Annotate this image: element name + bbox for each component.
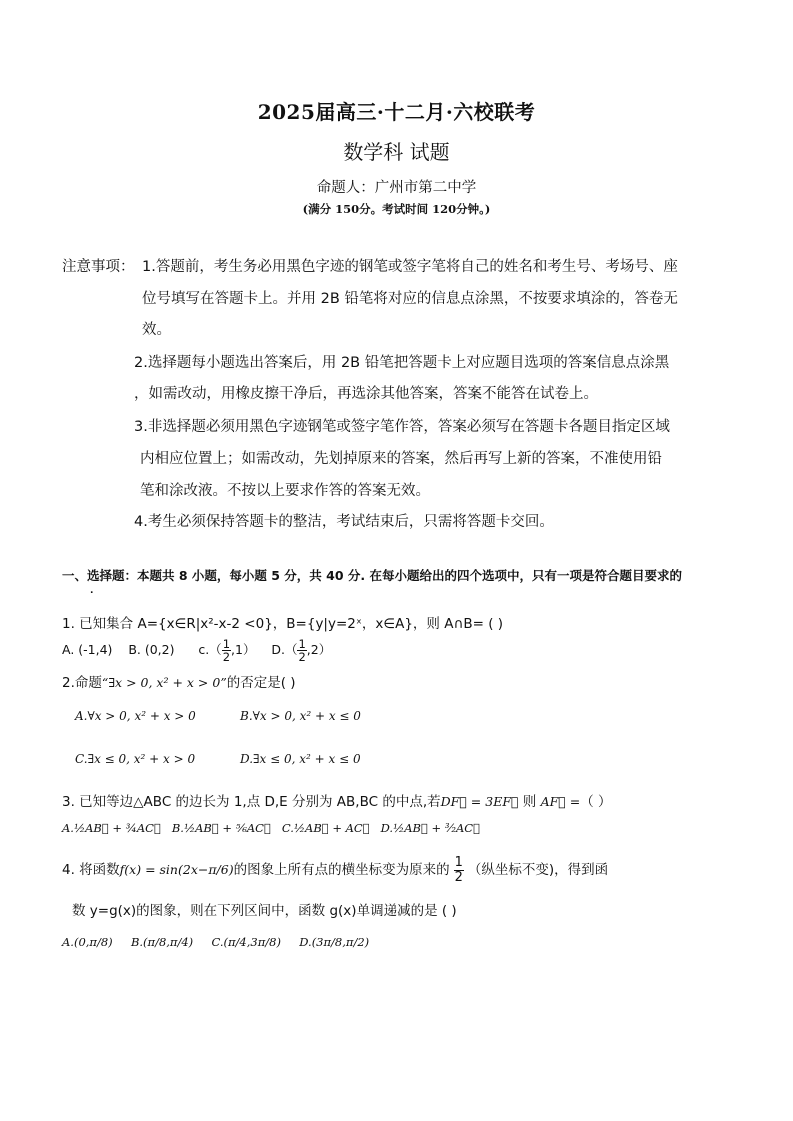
q3-option-c: C.½AB⃗ + AC⃗ bbox=[281, 821, 370, 835]
q1-option-a: A. (-1,4) bbox=[62, 642, 113, 658]
q3-option-b: B.½AB⃗ + ⅚AC⃗ bbox=[171, 821, 271, 835]
q1-option-d: D.（ $\frac{1}{2}$ ,2） bbox=[271, 637, 332, 665]
exam-title: 2025届高三·十二月·六校联考 bbox=[257, 100, 536, 124]
q1-option-c: c.（ $\frac{1}{2}$ ,1） bbox=[198, 637, 256, 665]
q2-option-d: D.∃x ≤ 0, x² + x ≤ 0 bbox=[240, 752, 361, 766]
q3-stem: 3. 已知等边△ABC 的边长为 1,点 D,E 分别为 AB,BC 的中点,若DF⃗ = 3EF⃗ 则 AF⃗ =（ ） bbox=[62, 794, 612, 810]
q2-option-c: C.∃x ≤ 0, x² + x > 0 bbox=[75, 752, 196, 766]
q4-options bbox=[62, 935, 369, 949]
note-line-2: 位号填写在答题卡上。并用 2B 铅笔将对应的信息点涂黑，不按要求填涂的，答卷无 bbox=[142, 291, 678, 307]
q4-option-d: D.(3π/8,π/2) bbox=[299, 935, 370, 949]
section-heading: 一、选择题：本题共 8 小题，每小题 5 分，共 40 分. 在每小题给出的四个选项中，只有一项是符合题目要求的 bbox=[62, 568, 683, 583]
q1-stem: 1. 已知集合 A={x∈R|x²-x-2 <0}，B={y|y=2ˣ，x∈A}，则 A∩B= ( ) bbox=[62, 616, 504, 632]
q4-stem: 4. 将函数f(x) = sin(2x−π/6)的图象上所有点的横坐标变为原来的 $\frac{1}{2}$ （纵坐标不变)，得到函 bbox=[62, 855, 609, 885]
q1-option-b: B. (0,2) bbox=[128, 642, 175, 658]
q4-option-a: A.(0,π/8) bbox=[62, 935, 113, 949]
note-line-7: 内相应位置上；如需改动，先划掉原来的答案，然后再写上新的答案，不准使用铅 bbox=[140, 451, 662, 467]
q2-option-a: A.∀x > 0, x² + x > 0 bbox=[75, 709, 196, 723]
note-line-4: 2.选择题每小题选出答案后，用 2B 铅笔把答题卡上对应题目选项的答案信息点涂黑 bbox=[134, 355, 670, 371]
q3-options bbox=[62, 821, 480, 835]
note-line-6: 3.非选择题必须用黑色字迹钢笔或签字笔作答，答案必须写在答题卡各题目指定区域 bbox=[134, 419, 670, 435]
q2-stem: 2.命题“∃x > 0, x² + x > 0”的否定是( ) bbox=[62, 675, 296, 691]
q3-option-d: D.½AB⃗ + ³⁄₂AC⃗ bbox=[380, 821, 480, 835]
score-time-note: (满分 150分。考试时间 120分钟。) bbox=[302, 202, 491, 216]
note-line-1: 1.答题前，考生务必用黑色字迹的钢笔或签字笔将自己的姓名和考生号、考场号、座 bbox=[142, 259, 678, 275]
note-line-3: 效。 bbox=[142, 322, 171, 338]
note-line-8: 笔和涂改液。不按以上要求作答的答案无效。 bbox=[140, 483, 430, 499]
exam-setter: 命题人：广州市第二中学 bbox=[316, 180, 477, 196]
q4-stem-line2: 数 y=g(x)的图象，则在下列区间中，函数 g(x)单调递减的是 ( ) bbox=[72, 903, 457, 919]
q3-option-a: A.½AB⃗ + ¾AC⃗ bbox=[62, 821, 161, 835]
notes-label: 注意事项： bbox=[62, 259, 135, 275]
q1-options bbox=[62, 638, 331, 663]
note-line-9: 4.考生必须保持答题卡的整洁，考试结束后，只需将答题卡交回。 bbox=[134, 514, 554, 530]
exam-subject: 数学科 试题 bbox=[343, 140, 450, 164]
q2-option-b: B.∀x > 0, x² + x ≤ 0 bbox=[240, 709, 361, 723]
q4-option-b: B.(π/8,π/4) bbox=[130, 935, 194, 949]
note-line-5: ，如需改动，用橡皮擦干净后，再选涂其他答案，答案不能答在试卷上。 bbox=[134, 386, 598, 402]
section-heading-tail: . bbox=[90, 586, 94, 596]
q4-option-c: C.(π/4,3π/8) bbox=[211, 935, 281, 949]
